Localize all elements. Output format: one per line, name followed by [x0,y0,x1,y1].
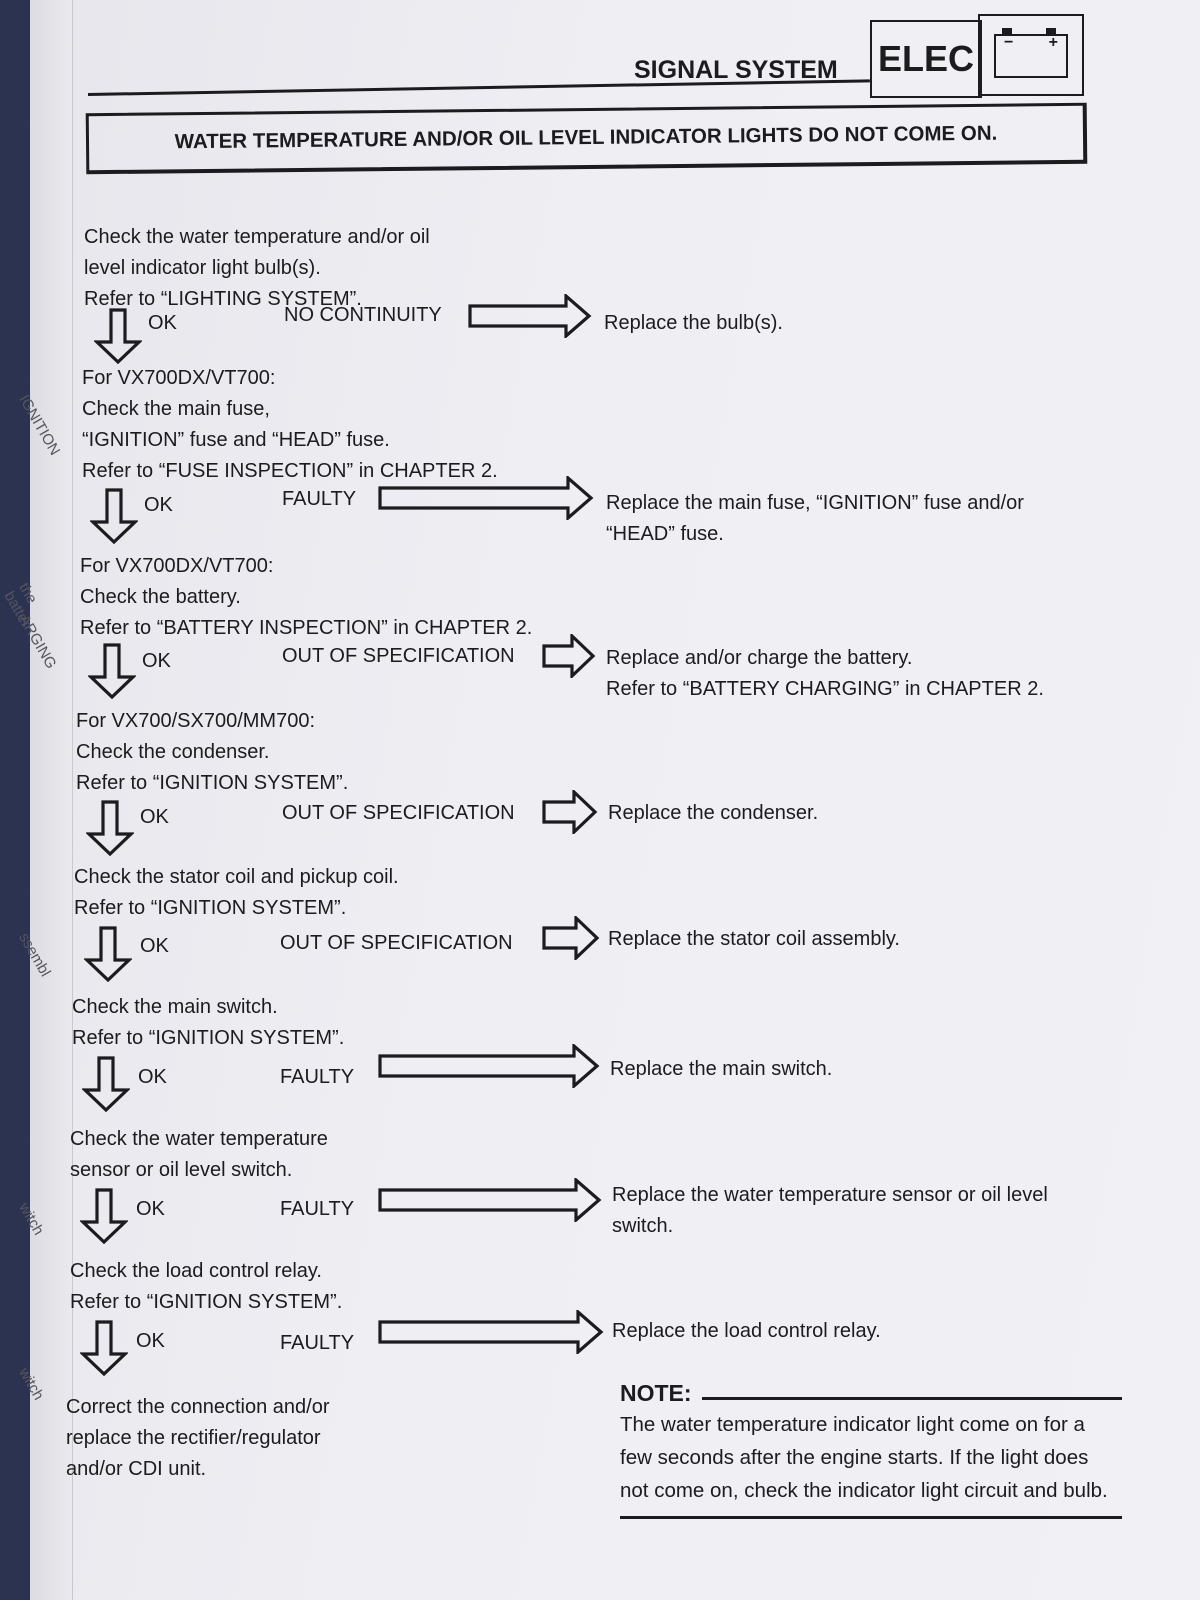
note-text: The water temperature indicator light come on for a few seconds after the engine starts. If the light does not come on, check the indicator light circuit and bulb. [620,1413,1108,1502]
note-bottom-rule [620,1516,1122,1519]
step-action-text: Replace the water temperature sensor or oil level switch. [612,1184,1048,1237]
right-arrow-icon [542,634,596,678]
note-label: NOTE: [620,1380,692,1406]
step-condition: OUT OF SPECIFICATION [282,645,515,667]
ok-label: OK [136,1330,165,1352]
right-arrow-icon [468,294,592,338]
step-action-text: Replace the load control relay. [612,1320,881,1342]
right-arrow-icon [542,916,600,960]
right-arrow-icon [378,1044,600,1088]
down-arrow-icon [86,800,134,856]
right-arrow-icon [378,1178,602,1222]
step-action-text: Replace the stator coil assembly. [608,928,900,950]
down-arrow-icon [84,926,132,982]
margin-fragment: ssembl [15,930,54,980]
step-check-text: For VX700DX/VT700: Check the main fuse, “IGNITION” fuse and “HEAD” fuse. Refer to “FUSE INSPECTION” in CHAPTER 2. [82,367,498,482]
battery-icon-box [978,14,1084,96]
margin-fragment: witch [15,1365,48,1404]
step-check-text: Check the water temperature and/or oil level indicator light bulb(s). Refer to “LIGHTING SYSTEM”. [84,226,430,310]
step-condition: FAULTY [280,1066,355,1088]
step-check-text: Check the stator coil and pickup coil. Refer to “IGNITION SYSTEM”. [74,866,399,919]
right-arrow-icon [542,790,598,834]
ok-label: OK [136,1198,165,1220]
step-condition: OUT OF SPECIFICATION [282,802,515,824]
battery-plus-sign: + [1048,34,1058,51]
step-action-text: Replace the bulb(s). [604,312,783,334]
margin-fragment: ARGING [15,612,60,672]
step-check-text: Check the water temperature sensor or oil level switch. [70,1128,328,1181]
step-action-text: Replace the main switch. [610,1058,833,1080]
step-check-text: Check the main switch. Refer to “IGNITION SYSTEM”. [72,996,345,1049]
step-check-text: Check the load control relay. Refer to “IGNITION SYSTEM”. [70,1260,343,1313]
ok-label: OK [140,935,169,957]
previous-page-edge [0,0,73,1600]
ok-label: OK [144,494,173,516]
step-condition: FAULTY [280,1198,355,1220]
battery-minus-sign: − [1004,34,1014,51]
down-arrow-icon [88,643,136,699]
section-tab: ELEC [870,20,982,98]
note-rule [702,1397,1122,1400]
ok-label: OK [142,650,171,672]
down-arrow-icon [94,308,142,364]
right-arrow-icon [378,476,594,520]
down-arrow-icon [80,1320,128,1376]
step-action-text: Replace the main fuse, “IGNITION” fuse and/or “HEAD” fuse. [606,492,1024,545]
margin-fragment: the batter [0,580,41,631]
right-arrow-icon [378,1310,604,1354]
step-check-text: For VX700DX/VT700: Check the battery. Refer to “BATTERY INSPECTION” in CHAPTER 2. [80,555,533,639]
ok-label: OK [138,1066,167,1088]
step-condition: NO CONTINUITY [284,304,442,326]
step-check-text: For VX700/SX700/MM700: Check the condenser. Refer to “IGNITION SYSTEM”. [76,710,349,794]
final-action-text: Correct the connection and/or replace the rectifier/regulator and/or CDI unit. [66,1396,330,1480]
down-arrow-icon [80,1188,128,1244]
step-action-text: Replace and/or charge the battery. Refer to “BATTERY CHARGING” in CHAPTER 2. [606,647,1044,700]
ok-label: OK [140,806,169,828]
step-action-text: Replace the condenser. [608,802,819,824]
ok-label: OK [148,312,177,334]
down-arrow-icon [90,488,138,544]
step-condition: OUT OF SPECIFICATION [280,932,513,954]
step-condition: FAULTY [282,488,357,510]
margin-fragment: IGNITION [15,392,64,459]
page-title: SIGNAL SYSTEM [634,56,838,84]
battery-icon [994,34,1068,78]
section-heading: WATER TEMPERATURE AND/OR OIL LEVEL INDICATOR LIGHTS DO NOT COME ON. [86,103,1088,174]
margin-fragment: witch [15,1200,48,1239]
down-arrow-icon [82,1056,130,1112]
step-condition: FAULTY [280,1332,355,1354]
